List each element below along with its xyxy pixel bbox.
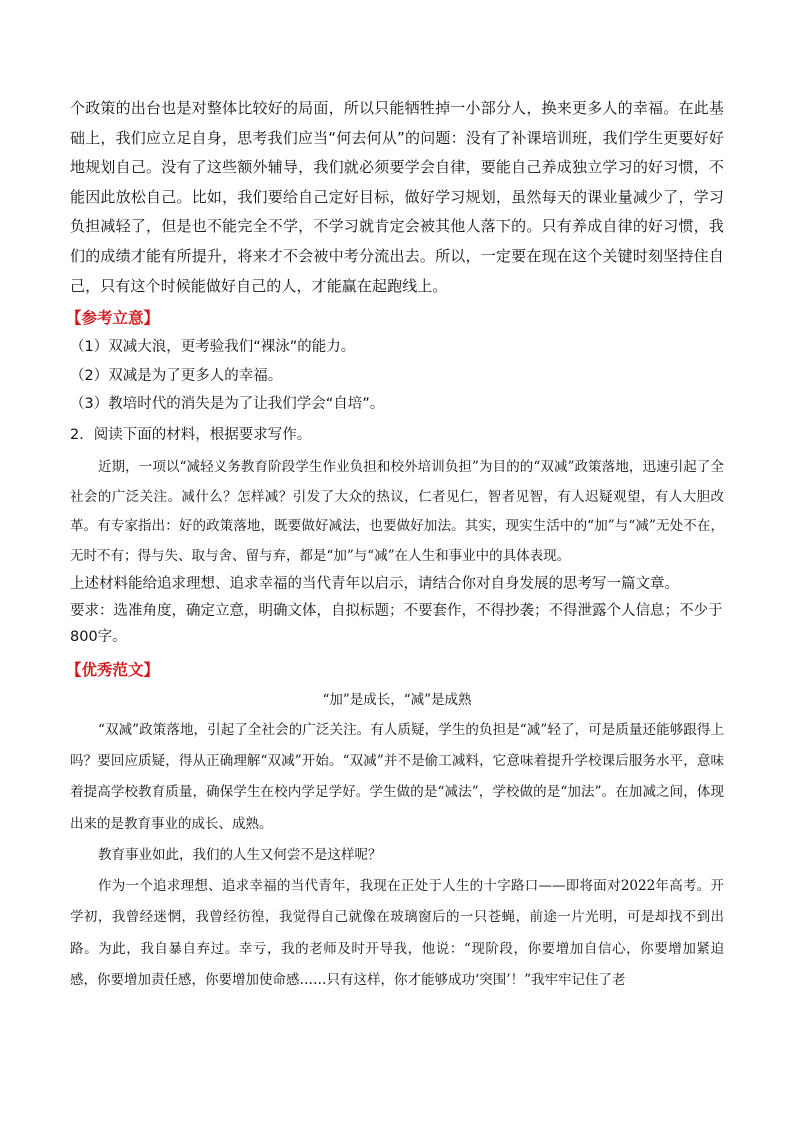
essay-paragraph: 教育事业如此，我们的人生又何尝不是这样呢？ <box>98 846 382 863</box>
essay-paragraph: 作为一个追求理想、追求幸福的当代青年，我现在正处于人生的十字路口——即将面对2022年高考。开学初，我曾经迷惘，我曾经彷徨，我觉得自己就像在玻璃窗后的一只苍蝇，前途一片光明，可是却找不到出路。为此，我自暴自弃过。幸亏，我的老师及时开导我，他说：“现阶段，你要增加自信心，你要增加紧迫感，你要增加责任感，你要增加使命感……只有这样，你才能够成功‘突围’！”我牢牢记住了老 <box>70 878 724 989</box>
question-requirements: 要求：选准角度，确定立意，明确文体，自拟标题；不要套作，不得抄袭；不得泄露个人信息；不少于 800字。 <box>70 602 723 646</box>
essay-title: “加”是成长，“减”是成熟 <box>322 691 472 708</box>
reference-item: （1）双减大浪，更考验我们“裸泳”的能力。 <box>70 339 356 356</box>
reference-item: （3）教培时代的消失是为了让我们学会“自培”。 <box>70 396 385 413</box>
essay-heading: 【优秀范文】 <box>66 660 160 679</box>
intro-paragraph: 个政策的出台也是对整体比较好的局面，所以只能牺牲掉一小部分人，换来更多人的幸福。在此基础上，我们应立足自身，思考我们应当“何去何从”的问题：没有了补课培训班，我们学生更要好好地规划自己。没有了这些额外辅导，我们就必须要学会自律，要能自己养成独立学习的好习惯，不能因此放松自己。比如，我们要给自己定好目标，做好学习规划，虽然每天的课业量减少了，学习负担减轻了，但是也不能完全不学，不学习就肯定会被其他人落下的。只有养成自律的好习惯，我们的成绩才能有所提升，将来才不会被中考分流出去。所以，一定要在现在这个关键时刻坚持住自己，只有这个时候能做好自己的人，才能赢在起跑线上。 <box>70 99 724 295</box>
question-prompt: 2．阅读下面的材料，根据要求写作。 <box>70 426 312 443</box>
essay-paragraph: “双减”政策落地，引起了全社会的广泛关注。有人质疑，学生的负担是“减”轻了，可是质量还能够跟得上吗？要回应质疑，得从正确理解“双减”开始。“双减”并不是偷工减料，它意味着提升学校课后服务水平，意味着提高学校教育质量，确保学生在校内学足学好。学生做的是“减法”，学校做的是“加法”。在加减之间，体现出来的是教育事业的成长、成熟。 <box>70 721 724 832</box>
reference-heading: 【参考立意】 <box>66 309 160 328</box>
document-page <box>66 94 724 996</box>
question-material: 近期，一项以“减轻义务教育阶段学生作业负担和校外培训负担”为目的的“双减”政策落地，迅速引起了全社会的广泛关注。减什么？怎样减？引发了大众的热议，仁者见仁，智者见智，有人迟疑观望，有人大胆改革。有专家指出：好的政策落地，既要做好减法，也要做好加法。其实，现实生活中的“加”与“减”无处不在，无时不有；得与失、取与舍、留与弃，都是“加”与“减”在人生和事业中的具体表现。 <box>70 459 724 564</box>
question-task: 上述材料能给追求理想、追求幸福的当代青年以启示，请结合你对自身发展的思考写一篇文章。 <box>70 576 679 593</box>
reference-item: （2）双减是为了更多人的幸福。 <box>70 367 283 384</box>
